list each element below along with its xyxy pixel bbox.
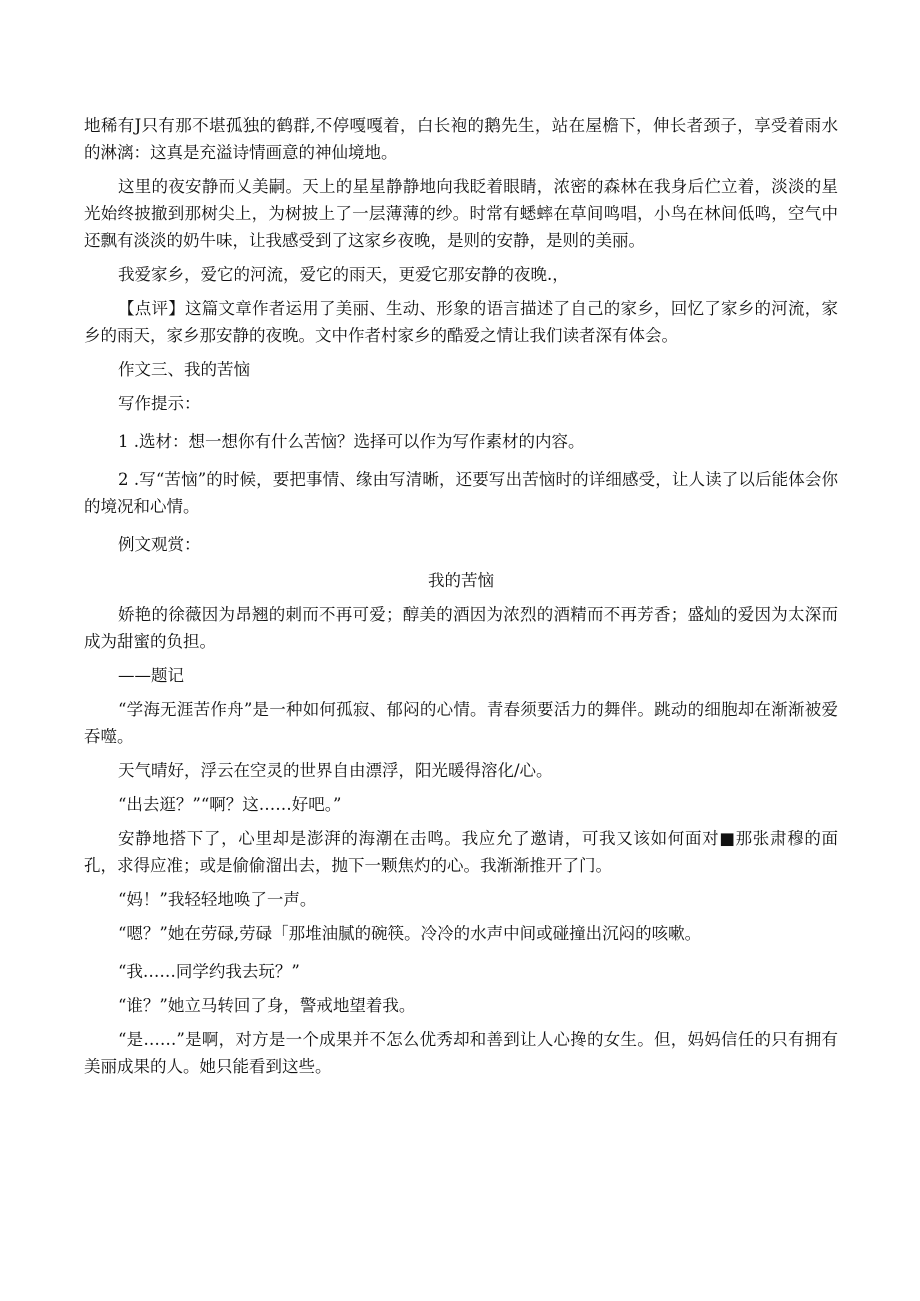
dialogue-classmate-invite: “我……同学约我去玩？” [118, 962, 300, 981]
paragraph-love-hometown: 我爱家乡，爱它的河流，爱它的雨天，更爱它那安静的夜晚.， [118, 265, 569, 284]
paragraph-fine-weather: 天气晴好，浮云在空灵的世界自由漂浮，阳光暖得溶化/心。 [118, 761, 553, 780]
paragraph-friend-grades: “是……”是啊，对方是一个成果并不怎么优秀却和善到让人心搀的女生。但，妈妈信任的只有拥有美丽成果的人。她只能看到这些。 [84, 1030, 838, 1076]
document-page [84, 112, 838, 1080]
paragraph-agree-invitation: 安静地搭下了，心里却是澎湃的海潮在击鸣。我应允了邀请，可我又该如何面对■那张肃穆的面孔，求得应准；或是偷偷溜出去，抛下一颗焦灼的心。我渐渐推开了门。 [84, 829, 838, 875]
epigraph-attribution: ——题记 [118, 666, 184, 685]
dialogue-mom: “妈！”我轻轻地唤了一声。 [118, 890, 317, 909]
tip-one: 1 .选材：想一想你有什么苦恼？选择可以作为写作素材的内容。 [118, 432, 585, 451]
essay-title: 我的苦恼 [428, 571, 494, 590]
paragraph-quiet-night: 这里的夜安静而乂美嗣。天上的星星静静地向我眨着眼睛，浓密的森林在我身后伫立着，淡淡的星光始终披撤到那树尖上，为树披上了一层薄薄的纱。时常有蟋蟀在草间鸣唱，小鸟在林间低鸣，空气中还飘有淡淡的奶牛味，让我感受到了这家乡夜晚，是则的安静，是则的美丽。 [84, 177, 838, 250]
dialogue-go-out: “出去逛？”“啊？这……好吧。” [118, 795, 342, 814]
dialogue-busy-dishes: “嗯？”她在劳碌,劳碌「那堆油腻的碗筷。冷冷的水声中间或碰撞出沉闷的咳嗽。 [118, 924, 702, 943]
essay-three-heading: 作文三、我的苦恼 [118, 360, 250, 379]
tip-two: 2 .写“苦恼”的时候，要把事情、缘由写清晰，还要写出苦恼时的详细感受，让人读了以后能体会你的境况和心情。 [84, 470, 838, 516]
paragraph-village-rain-end: 地稀有J只有那不堪孤独的鹤群,不停嘎嘎着，白长袍的鹅先生，站在屋檐下，伸长者颈子，享受着雨水的淋漓：这真是充溢诗情画意的神仙境地。 [84, 116, 838, 162]
paragraph-review: 【点评】这篇文章作者运用了美丽、生动、形象的语言描述了自己的家乡，回忆了家乡的河流，家乡的雨天，家乡那安静的夜晚。文中作者村家乡的酷爱之情让我们读者深有体会。 [84, 299, 838, 345]
paragraph-sea-of-learning: “学海无涯苦作舟”是一种如何孤寂、郁闷的心情。青春须要活力的舞伴。跳动的细胞却在渐渐被爱吞噬。 [84, 700, 838, 746]
dialogue-who: “谁？”她立马转回了身，警戒地望着我。 [118, 996, 416, 1015]
paragraph-epigraph: 娇艳的徐薇因为昂翘的刺而不再可爱；醇美的酒因为浓烈的酒精而不再芳香；盛灿的爱因为太深而成为甜蜜的负担。 [84, 605, 838, 651]
sample-essay-label: 例文观赏： [118, 535, 201, 554]
writing-tips-label: 写作提示： [118, 394, 201, 413]
